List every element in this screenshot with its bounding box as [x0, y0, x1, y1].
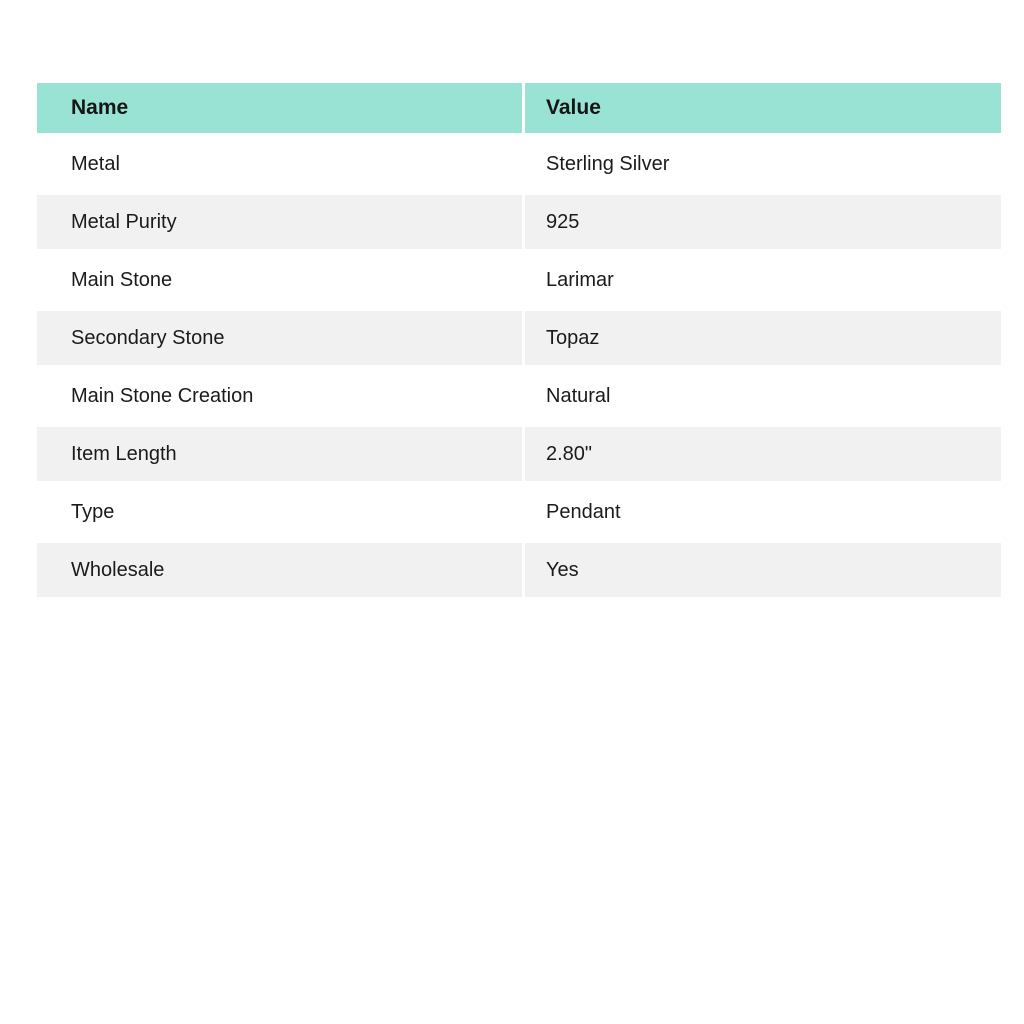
spec-name-cell: Item Length — [37, 427, 522, 481]
table-row — [37, 543, 1001, 597]
spec-value-cell: Larimar — [525, 253, 1001, 307]
table-row — [37, 485, 1001, 539]
table-row — [37, 369, 1001, 423]
product-spec-table — [37, 83, 1001, 597]
spec-name-cell: Main Stone Creation — [37, 369, 522, 423]
spec-name-cell: Main Stone — [37, 253, 522, 307]
spec-value-cell: Yes — [525, 543, 1001, 597]
column-header-name: Name — [37, 83, 522, 133]
table-row — [37, 253, 1001, 307]
spec-name-cell: Wholesale — [37, 543, 522, 597]
spec-name-cell: Secondary Stone — [37, 311, 522, 365]
spec-name-cell: Type — [37, 485, 522, 539]
column-header-value: Value — [525, 83, 1001, 133]
spec-name-cell: Metal — [37, 137, 522, 191]
spec-name-cell: Metal Purity — [37, 195, 522, 249]
table-row — [37, 137, 1001, 191]
spec-value-cell: 925 — [525, 195, 1001, 249]
spec-value-cell: Sterling Silver — [525, 137, 1001, 191]
table-row — [37, 195, 1001, 249]
spec-value-cell: Pendant — [525, 485, 1001, 539]
table-header-row — [37, 83, 1001, 133]
table-row — [37, 427, 1001, 481]
table-row — [37, 311, 1001, 365]
spec-value-cell: 2.80" — [525, 427, 1001, 481]
spec-value-cell: Topaz — [525, 311, 1001, 365]
spec-value-cell: Natural — [525, 369, 1001, 423]
